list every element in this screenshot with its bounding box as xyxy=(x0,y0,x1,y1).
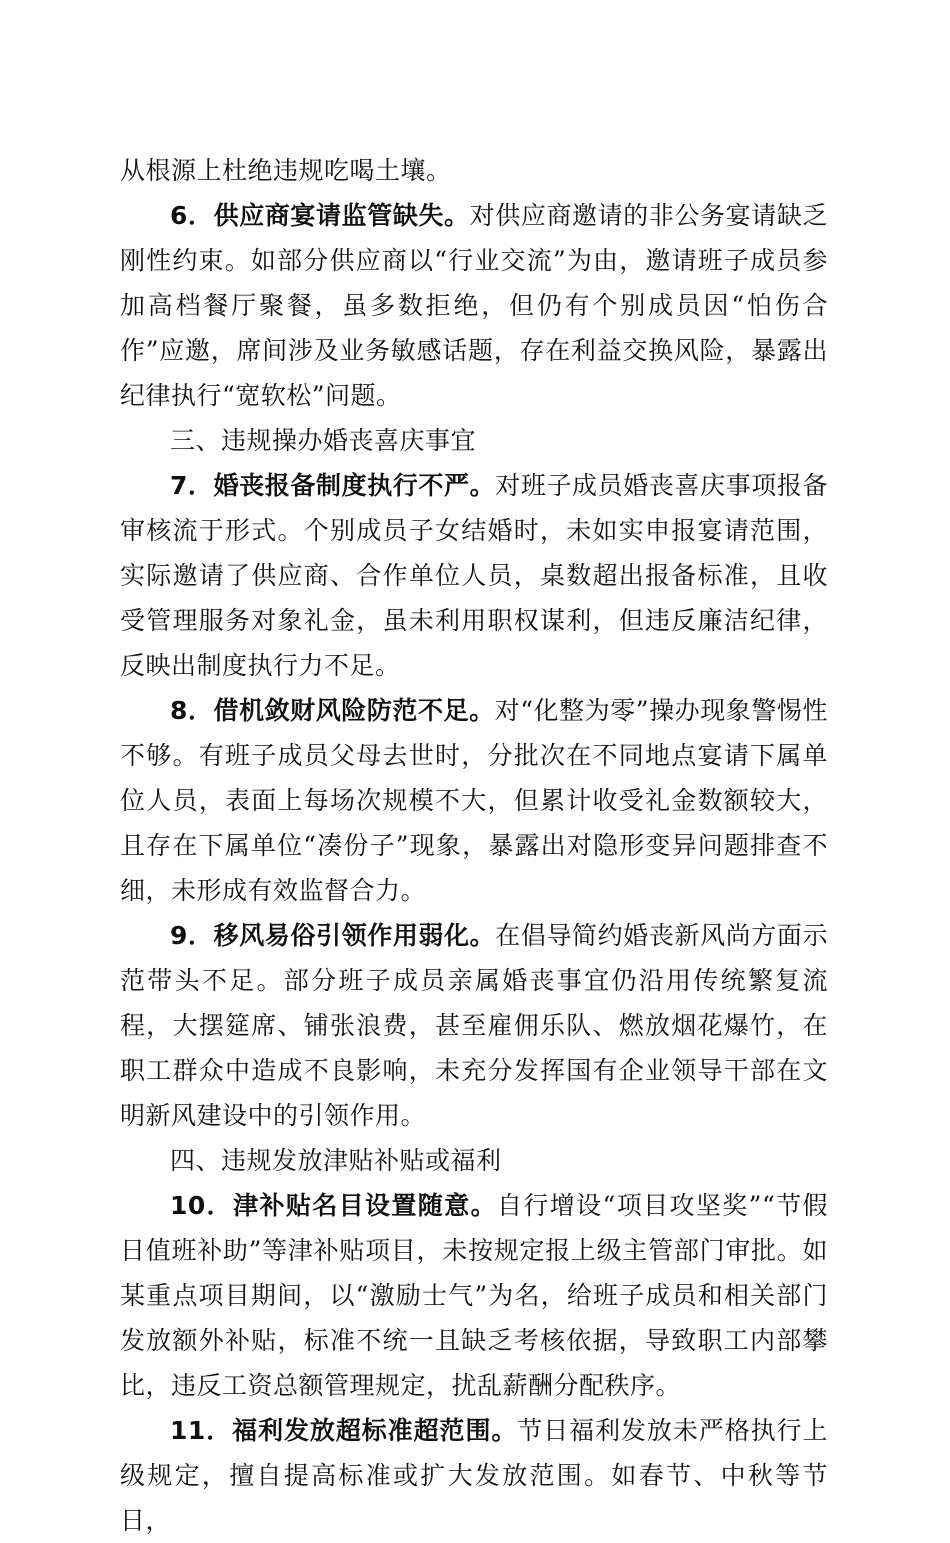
item-lead-8: 8．借机敛财风险防范不足。 xyxy=(170,696,495,725)
item-text-8: 对“化整为零”操办现象警惕性不够。有班子成员父母去世时，分批次在不同地点宴请下属单位人员，表面上每场次规模不大，但累计收受礼金数额较大，且存在下属单位“凑份子”现象，暴露出对隐形变异问题排查不细，未形成有效监督合力。 xyxy=(120,696,828,905)
section-heading-3: 三、违规操办婚丧喜庆事宜 xyxy=(170,426,477,455)
paragraph-text: 从根源上杜绝违规吃喝土壤。 xyxy=(120,156,452,185)
paragraph-continuation xyxy=(120,148,828,193)
item-lead-10: 10．津补贴名目设置随意。 xyxy=(170,1191,497,1220)
paragraph-item-11 xyxy=(120,1408,828,1543)
item-text-7: 对班子成员婚丧喜庆事项报备审核流于形式。个别成员子女结婚时，未如实申报宴请范围，实际邀请了供应商、合作单位人员，桌数超出报备标准，且收受管理服务对象礼金，虽未利用职权谋利，但违反廉洁纪律，反映出制度执行力不足。 xyxy=(120,471,828,680)
item-text-11: 节日福利发放未严格执行上级规定，擅自提高标准或扩大发放范围。如春节、中秋等节日， xyxy=(120,1416,828,1535)
item-text-10: 自行增设“项目攻坚奖”“节假日值班补助”等津补贴项目，未按规定报上级主管部门审批。如某重点项目期间，以“激励士气”为名，给班子成员和相关部门发放额外补贴，标准不统一且缺乏考核依据，导致职工内部攀比，违反工资总额管理规定，扰乱薪酬分配秩序。 xyxy=(120,1191,829,1400)
item-lead-9: 9．移风易俗引领作用弱化。 xyxy=(170,921,496,950)
item-lead-7: 7．婚丧报备制度执行不严。 xyxy=(170,471,496,500)
item-text-6: 对供应商邀请的非公务宴请缺乏刚性约束。如部分供应商以“行业交流”为由，邀请班子成员参加高档餐厅聚餐，虽多数拒绝，但仍有个别成员因“怕伤合作”应邀，席间涉及业务敏感话题，存在利益交换风险，暴露出纪律执行“宽软松”问题。 xyxy=(120,201,828,410)
paragraph-item-10 xyxy=(120,1183,828,1408)
item-lead-6: 6．供应商宴请监管缺失。 xyxy=(170,201,470,230)
document-page xyxy=(120,148,828,1543)
paragraph-item-8 xyxy=(120,688,828,913)
paragraph-item-9 xyxy=(120,913,828,1138)
item-text-9: 在倡导简约婚丧新风尚方面示范带头不足。部分班子成员亲属婚丧事宜仍沿用传统繁复流程，大摆筵席、铺张浪费，甚至雇佣乐队、燃放烟花爆竹，在职工群众中造成不良影响，未充分发挥国有企业领导干部在文明新风建设中的引领作用。 xyxy=(120,921,828,1130)
item-lead-11: 11．福利发放超标准超范围。 xyxy=(170,1416,518,1445)
paragraph-item-7 xyxy=(120,463,828,688)
paragraph-item-6 xyxy=(120,193,828,418)
section-heading-4: 四、违规发放津贴补贴或福利 xyxy=(170,1146,502,1175)
